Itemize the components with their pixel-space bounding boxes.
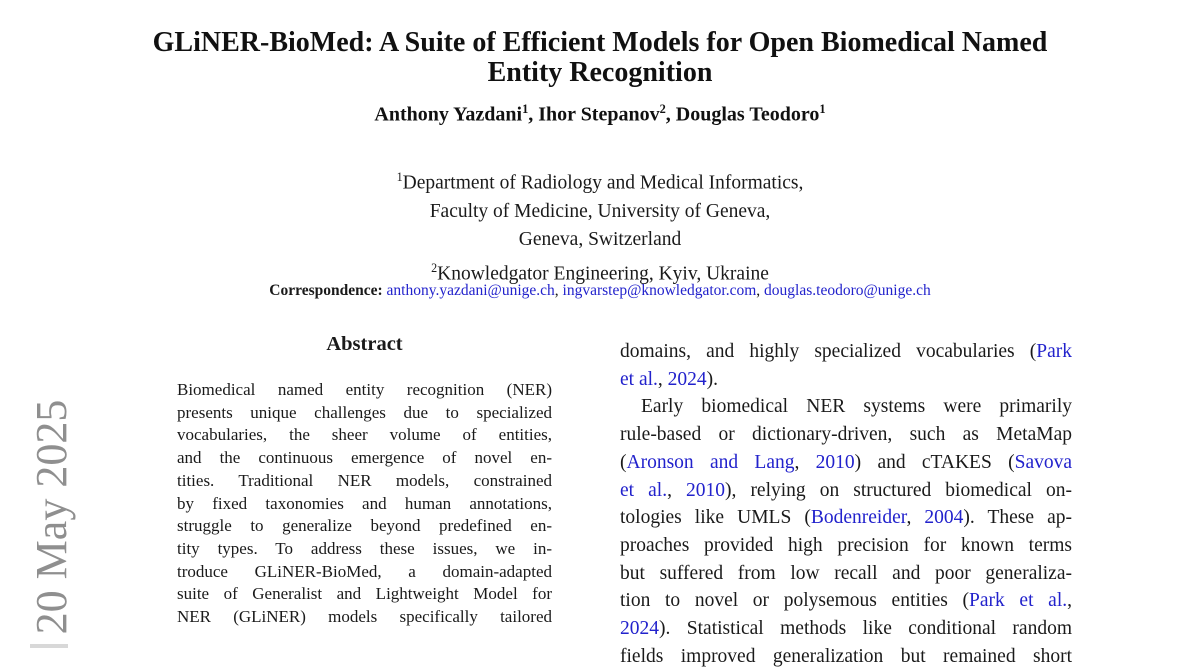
paper-title-line2: Entity Recognition bbox=[487, 57, 713, 88]
text-run: tion to novel or polysemous entities ( bbox=[620, 590, 970, 612]
citation-link[interactable]: et al. bbox=[620, 368, 658, 390]
author-name: Douglas Teodoro bbox=[675, 103, 820, 126]
abstract-line bbox=[177, 379, 552, 402]
citation-link[interactable]: et al. bbox=[620, 479, 668, 501]
citation-link[interactable]: Savova bbox=[1014, 451, 1073, 473]
text-run: , bbox=[667, 479, 687, 501]
body-text-line bbox=[620, 477, 1072, 505]
abstract-text bbox=[177, 379, 552, 629]
text-run: Biomedical named entity recognition (NER) bbox=[177, 380, 552, 399]
arxiv-date-watermark: 20 May 2025 bbox=[27, 399, 76, 635]
text-run: fields improved generalization but remained short bbox=[620, 645, 1072, 667]
text-run: Early biomedical NER systems were primarily bbox=[641, 396, 1072, 418]
body-text-line bbox=[620, 366, 1072, 394]
citation-link[interactable]: Bodenreider bbox=[810, 507, 907, 529]
citation-link[interactable]: 2004 bbox=[924, 507, 964, 529]
author-name: Ihor Stepanov bbox=[538, 103, 660, 126]
abstract-line bbox=[177, 470, 552, 493]
abstract-line bbox=[177, 583, 552, 606]
body-text-line bbox=[620, 587, 1072, 615]
introduction-column-text bbox=[620, 338, 1072, 670]
citation-link[interactable]: Aronson and Lang bbox=[626, 451, 795, 473]
text-run: , bbox=[1067, 590, 1072, 612]
paper-title-line1: GLiNER-BioMed: A Suite of Efficient Models for Open Biomedical Named bbox=[152, 27, 1048, 58]
authors-line: Anthony Yazdani$^1$, Ihor Stepanov$^2$, Douglas Teodoro$^1$ bbox=[374, 102, 826, 126]
text-run: tities. Traditional NER models, constrained bbox=[177, 470, 552, 490]
text-run: , bbox=[906, 507, 925, 529]
text-run: vocabularies, the sheer volume of entities, bbox=[177, 425, 552, 445]
affiliation-line: $^1$Department of Radiology and Medical Informatics, bbox=[396, 170, 804, 194]
text-run: by fixed taxonomies and human annotations, bbox=[177, 493, 552, 513]
text-run: tologies like UMLS ( bbox=[620, 507, 811, 529]
text-run: but suffered from low recall and poor generaliza- bbox=[620, 562, 1072, 584]
abstract-line bbox=[177, 515, 552, 538]
abstract-line bbox=[177, 402, 552, 425]
text-run: tity types. To address these issues, we in- bbox=[177, 538, 552, 558]
author-name: Anthony Yazdani bbox=[374, 103, 523, 126]
text-run: , bbox=[657, 368, 668, 390]
citation-link[interactable]: Park bbox=[1036, 341, 1072, 362]
text-run: ). These ap- bbox=[963, 507, 1072, 529]
correspondence-line bbox=[100, 282, 1100, 300]
body-text-line bbox=[620, 615, 1072, 643]
text-run: proaches provided high precision for known terms bbox=[620, 534, 1072, 556]
paper-title bbox=[100, 28, 1100, 88]
text-run: suite of Generalist and Lightweight Model for bbox=[177, 584, 552, 604]
affiliation-sup: 1 bbox=[396, 170, 403, 184]
text-run: ). bbox=[706, 368, 719, 390]
text-run: ) and cTAKES ( bbox=[854, 451, 1015, 473]
abstract-line bbox=[177, 424, 552, 447]
text-run: ). Statistical methods like conditional random bbox=[659, 618, 1072, 640]
body-text-line bbox=[620, 338, 1072, 366]
abstract-line bbox=[177, 447, 552, 470]
abstract-heading: Abstract bbox=[326, 333, 403, 355]
text-run: domains, and highly specialized vocabularies ( bbox=[620, 341, 1037, 362]
correspondence-emails: anthony.yazdani@unige.ch, ingvarstep@knowledgator.com, douglas.teodoro@unige.ch bbox=[386, 282, 931, 299]
arxiv-label-sliver bbox=[30, 644, 68, 648]
text-run: rule-based or dictionary-driven, such as MetaMap bbox=[620, 424, 1072, 446]
affiliation-sup: 2 bbox=[431, 260, 438, 275]
text-run: and the continuous emergence of novel en- bbox=[177, 448, 552, 468]
citation-link[interactable]: Park et al. bbox=[969, 590, 1068, 612]
correspondence-label: Correspondence: bbox=[269, 282, 383, 299]
author-affiliation-sup: 1 bbox=[522, 102, 529, 116]
text-run: struggle to generalize beyond predefined en- bbox=[177, 516, 552, 536]
citation-link[interactable]: 2010 bbox=[686, 479, 726, 501]
abstract-line bbox=[177, 606, 552, 629]
author-affiliation-sup: 2 bbox=[659, 102, 666, 116]
abstract-line bbox=[177, 493, 552, 516]
body-text-line bbox=[620, 560, 1072, 588]
abstract-line bbox=[177, 561, 552, 584]
affiliations-block bbox=[100, 163, 1100, 288]
email-link[interactable]: anthony.yazdani@unige.ch bbox=[386, 282, 555, 299]
affiliation-line: Geneva, Switzerland bbox=[518, 228, 682, 250]
abstract-line bbox=[177, 538, 552, 561]
email-link[interactable]: douglas.teodoro@unige.ch bbox=[764, 282, 931, 299]
citation-link[interactable]: 2010 bbox=[815, 451, 855, 473]
body-text-line bbox=[620, 393, 1072, 421]
text-run: NER (GLiNER) models specifically tailored bbox=[177, 607, 552, 627]
citation-link[interactable]: 2024 bbox=[620, 618, 659, 640]
text-run: ( bbox=[620, 451, 627, 473]
email-link[interactable]: ingvarstep@knowledgator.com bbox=[562, 282, 757, 299]
body-text-line bbox=[620, 421, 1072, 449]
body-text-line bbox=[620, 449, 1072, 477]
author-affiliation-sup: 1 bbox=[819, 102, 826, 116]
text-run: troduce GLiNER-BioMed, a domain-adapted bbox=[177, 561, 552, 581]
text-run: presents unique challenges due to specialized bbox=[177, 402, 552, 422]
body-text-line bbox=[620, 504, 1072, 532]
affiliation-line: Faculty of Medicine, University of Geneva, bbox=[429, 200, 771, 222]
affiliation-line: $^2$Knowledgator Engineering, Kyiv, Ukraine bbox=[431, 260, 769, 284]
citation-link[interactable]: 2024 bbox=[667, 368, 707, 390]
text-run: , bbox=[794, 451, 816, 473]
text-run: ), relying on structured biomedical on- bbox=[725, 479, 1072, 501]
body-text-line bbox=[620, 643, 1072, 670]
body-text-line bbox=[620, 532, 1072, 560]
